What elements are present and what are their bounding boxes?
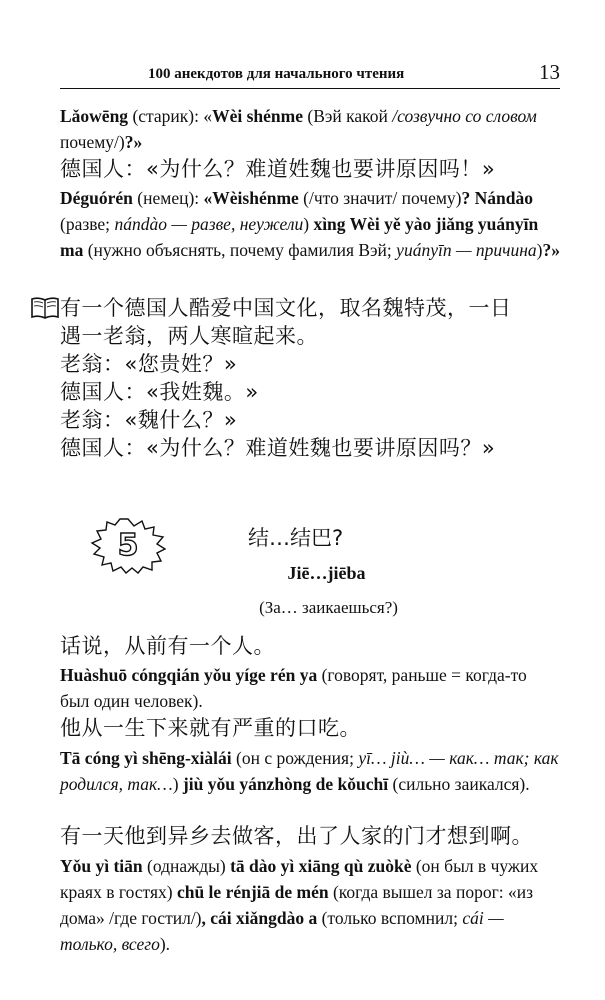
intro-paragraph-1 xyxy=(60,103,560,155)
gloss: (разве; xyxy=(60,214,115,234)
pinyin-word: Déguórén xyxy=(60,188,133,208)
chinese-line: 话说，从前有一个人。 xyxy=(60,634,275,658)
gloss: (он был в чужих краях в гостях) xyxy=(60,856,539,902)
pinyin-phrase: chū le rénjiā de mén xyxy=(176,882,329,902)
pinyin-phrase: , cái xiǎngdào a xyxy=(201,908,318,928)
running-header xyxy=(60,58,560,92)
header-rule xyxy=(60,88,560,89)
gloss: (/что значит/ почему) xyxy=(298,188,462,208)
gloss: (однажды) xyxy=(142,856,231,876)
story-line: 老翁：«魏什么？» xyxy=(60,408,238,432)
pinyin-word: ? Nándào xyxy=(461,188,533,208)
body-paragraph-3 xyxy=(60,853,560,957)
story-line: 德国人：«我姓魏。» xyxy=(60,380,259,404)
gloss: ) xyxy=(536,240,543,260)
pinyin-phrase: xìng Wèi yě yào jiǎng yuányīn ma xyxy=(60,214,539,260)
pinyin-phrase: Yǒu yì tiān xyxy=(60,856,143,876)
gloss-note: cái — только, всего xyxy=(60,908,504,954)
body-paragraph-2 xyxy=(60,745,560,797)
pinyin-end: ?» xyxy=(542,240,560,260)
story-line: 德国人：«为什么？难道姓魏也要讲原因吗？» xyxy=(60,436,496,460)
story-line: 老翁：«您贵姓？» xyxy=(60,352,238,376)
gloss-note: nándào — разве, неужели xyxy=(114,214,304,234)
lesson-number: 5 xyxy=(117,528,139,563)
gloss: ) xyxy=(172,774,183,794)
gloss-note: /созвучно со словом xyxy=(392,106,537,126)
story-line: 遇一老翁，两人寒暄起来。 xyxy=(60,324,318,348)
pinyin-word: «Wèishénme xyxy=(203,188,299,208)
lesson-title-russian: (За… заикаешься?) xyxy=(259,598,398,617)
book-title: 100 анекдотов для начального чтения xyxy=(148,66,405,82)
chinese-line: 有一天他到异乡去做客，出了人家的门才想到啊。 xyxy=(60,824,533,848)
story-text xyxy=(60,294,560,462)
gloss: (немец): xyxy=(132,188,204,208)
pinyin-end: ?» xyxy=(124,132,143,152)
pinyin-phrase: Tā cóng yì shēng-xiàlái xyxy=(60,748,232,768)
gloss: (старик): « xyxy=(128,106,213,126)
gloss: (когда вышел за порог: «из дома» /где гостил/) xyxy=(60,882,534,928)
story-line: 有一个德国人酷爱中国文化，取名魏特茂，一日 xyxy=(60,296,512,320)
pinyin-word: Lǎowēng xyxy=(60,106,129,126)
chinese-line: 德国人：«为什么？难道姓魏也要讲原因吗！» xyxy=(60,157,496,181)
gloss: (он с рождения; xyxy=(231,748,359,768)
intro-paragraph-2 xyxy=(60,185,560,263)
book-icon xyxy=(30,296,60,320)
pinyin-phrase: Huàshuō cóngqián yǒu yíge rén ya xyxy=(60,665,318,685)
gloss-note: yī… jiù… — как… так; как родился, так… xyxy=(60,748,559,794)
page-number: 13 xyxy=(539,60,560,84)
gloss: (Вэй какой xyxy=(303,106,393,126)
pinyin-phrase: tā dào yì xiāng qù zuòkè xyxy=(230,856,412,876)
gloss: (только вспомнил; xyxy=(317,908,463,928)
gloss: (нужно объяснять, почему фамилия Вэй; xyxy=(83,240,397,260)
pinyin-phrase: jiù yǒu yánzhòng de kǒuchī xyxy=(182,774,389,794)
pinyin-phrase: Wèi shénme xyxy=(212,106,303,126)
gloss: ) xyxy=(303,214,314,234)
gloss-note: yuányīn — причина xyxy=(396,240,537,260)
lesson-title-pinyin: Jiē…jiēba xyxy=(287,563,366,583)
body-paragraph-1 xyxy=(60,662,560,714)
gloss: (сильно заикался). xyxy=(388,774,530,794)
gloss: (говорят, раньше = когда-то был один человек). xyxy=(60,665,527,711)
gloss: ). xyxy=(159,934,171,954)
lesson-title-chinese: 结…结巴? xyxy=(248,526,344,550)
gloss: почему/) xyxy=(60,132,125,152)
chinese-line: 他从一生下来就有严重的口吃。 xyxy=(60,716,361,740)
